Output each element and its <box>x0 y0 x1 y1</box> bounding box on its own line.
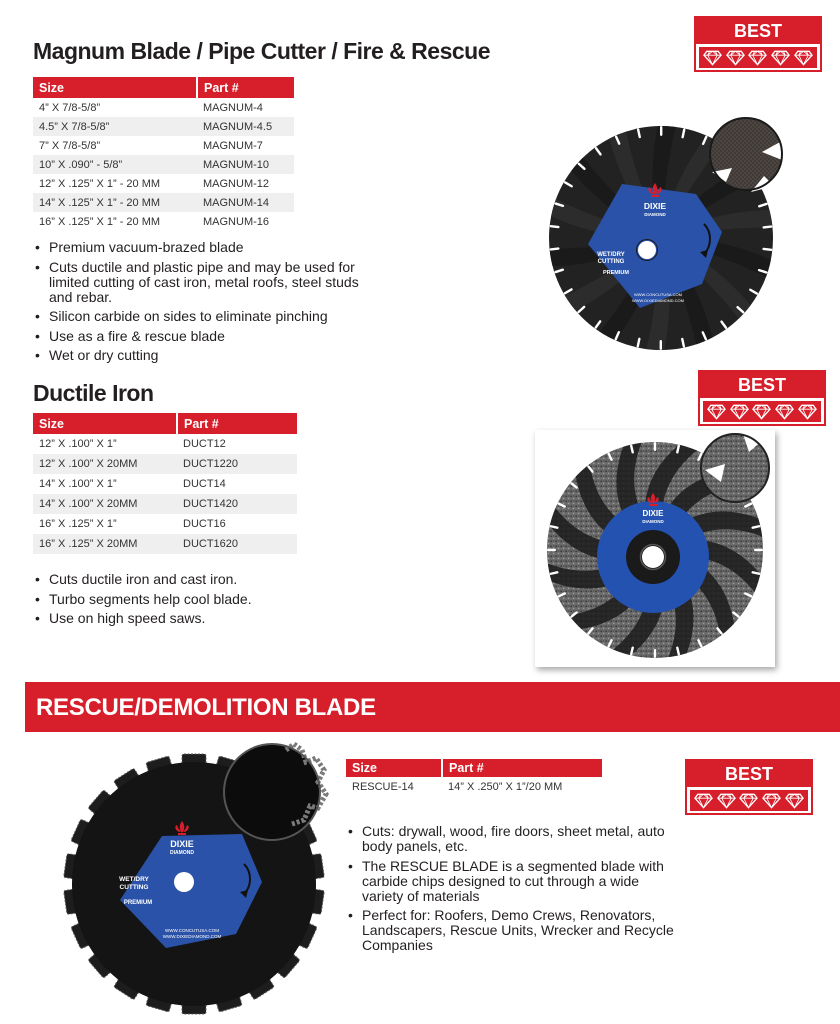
brand-name: DIXIE <box>643 201 667 211</box>
best-label: BEST <box>687 761 811 787</box>
magnum-size-header: Size <box>33 77 197 98</box>
magnum-spec-table <box>33 77 294 231</box>
list-item: • Use as a fire & rescue blade <box>33 329 378 344</box>
ductile-section-title: Ductile Iron <box>33 380 154 406</box>
url-text: WWW.CONCUTUSA.COM <box>165 928 219 933</box>
wet-dry-text: WET/DRY <box>597 252 625 258</box>
list-item: • Cuts: drywall, wood, fire doors, sheet metal, auto body panels, etc. <box>346 824 676 854</box>
ductile-features-list <box>33 572 333 631</box>
list-item: • Cuts ductile and plastic pipe and may be used for limited cutting of cast iron, metal roofs, steel studs and rebar. <box>33 260 378 305</box>
wet-dry-text: WET/DRY <box>119 876 149 883</box>
table-row <box>33 534 297 554</box>
magnum-part-header: Part # <box>197 77 294 98</box>
table-row <box>33 193 294 212</box>
diamond-icon <box>785 793 804 809</box>
part-cell: MAGNUM-7 <box>203 139 263 152</box>
list-item: • Perfect for: Roofers, Demo Crews, Renovators, Landscapers, Rescue Units, Wrecker and Recycle Companies <box>346 908 676 953</box>
size-cell: 12” X .100” X 1” <box>39 438 117 450</box>
best-rating-badge <box>698 370 826 426</box>
magnum-features-list <box>33 240 378 368</box>
part-cell: DUCT16 <box>183 518 226 530</box>
arbor-hole <box>642 546 664 568</box>
rescue-features-list <box>346 824 676 958</box>
rescue-size-header: Size <box>346 759 442 777</box>
brand-name: DIXIE <box>642 509 664 518</box>
part-cell: MAGNUM-4.5 <box>197 117 294 136</box>
size-cell: RESCUE-14 <box>346 777 442 796</box>
premium-text: PREMIUM <box>123 900 153 906</box>
size-cell: 14” X .100” X 20MM <box>33 494 177 514</box>
part-cell: MAGNUM-10 <box>197 155 294 174</box>
table-row <box>33 454 297 474</box>
premium-text: PREMIUM <box>603 270 629 276</box>
list-item: • Wet or dry cutting <box>33 348 378 363</box>
table-row <box>33 474 297 494</box>
part-cell: MAGNUM-16 <box>203 215 270 228</box>
list-item: • The RESCUE BLADE is a segmented blade with carbide chips designed to cut through a wide variety of materials <box>346 859 676 904</box>
diamond-icon <box>762 793 781 809</box>
diamond-icon <box>707 404 726 420</box>
table-row <box>33 212 294 231</box>
magnum-blade-image <box>536 112 786 362</box>
size-cell: 16” X .125” X 20MM <box>33 534 177 554</box>
arbor-hole <box>174 872 194 892</box>
diamond-icon <box>771 50 790 66</box>
url-text: WWW.DIXIEDIAMOND.COM <box>632 298 684 303</box>
diamond-icon <box>717 793 736 809</box>
brand-sub: DIAMOND <box>642 519 664 524</box>
table-row <box>33 136 294 155</box>
size-cell: 7” X 7/8-5/8” <box>39 139 101 152</box>
diamond-icon <box>730 404 749 420</box>
magnum-section-title: Magnum Blade / Pipe Cutter / Fire & Rescue <box>33 38 490 64</box>
ductile-blade-photo-frame <box>535 430 775 667</box>
size-cell: 4” X 7/8-5/8” <box>39 101 101 114</box>
ductile-part-header: Part # <box>177 413 297 434</box>
rescue-section-banner <box>25 682 840 732</box>
rescue-blade-image <box>24 736 334 1024</box>
best-rating-badge <box>685 759 813 815</box>
diamond-icon <box>739 793 758 809</box>
brand-sub: DIAMOND <box>644 212 666 217</box>
part-cell: DUCT1620 <box>177 534 297 554</box>
part-cell: DUCT1420 <box>177 494 297 514</box>
list-item: • Cuts ductile iron and cast iron. <box>33 572 333 587</box>
diamond-icon <box>752 404 771 420</box>
part-cell: MAGNUM-4 <box>203 101 263 114</box>
diamond-icon <box>798 404 817 420</box>
part-cell: DUCT12 <box>183 438 226 450</box>
url-text: WWW.DIXIEDIAMOND.COM <box>162 934 222 939</box>
magnifier-inset <box>701 434 769 502</box>
size-cell: 16” X .125” X 1” - 20 MM <box>39 215 161 228</box>
table-row <box>33 155 294 174</box>
list-item: • Turbo segments help cool blade. <box>33 592 333 607</box>
table-row <box>33 434 297 454</box>
diamond-rating <box>690 790 808 811</box>
cutting-text: CUTTING <box>119 884 149 891</box>
size-cell: 12” X .125” X 1” - 20 MM <box>39 177 161 190</box>
brand-name: DIXIE <box>170 839 194 849</box>
ductile-spec-table <box>33 413 297 554</box>
ductile-size-header: Size <box>33 413 177 434</box>
size-cell: 12” X .100” X 20MM <box>33 454 177 474</box>
size-cell: 10” X .090” - 5/8” <box>33 155 197 174</box>
size-cell: 14” X .100” X 1” <box>39 478 117 490</box>
diamond-icon <box>775 404 794 420</box>
rescue-banner-title: RESCUE/DEMOLITION BLADE <box>36 694 376 721</box>
part-cell: DUCT1220 <box>177 454 297 474</box>
diamond-icon <box>748 50 767 66</box>
brand-sub: DIAMOND <box>170 850 194 856</box>
diamond-rating <box>699 47 817 68</box>
table-row <box>346 777 602 796</box>
best-label: BEST <box>700 372 824 398</box>
table-row <box>33 98 294 117</box>
cutting-text: CUTTING <box>597 259 625 265</box>
table-row <box>33 117 294 136</box>
diamond-rating <box>703 401 821 422</box>
magnifier-inset <box>710 118 782 192</box>
best-label: BEST <box>696 18 820 44</box>
table-row <box>33 174 294 193</box>
diamond-icon <box>726 50 745 66</box>
diamond-icon <box>794 50 813 66</box>
table-row <box>33 514 297 534</box>
size-cell: 14” X .125” X 1” - 20 MM <box>33 193 197 212</box>
part-cell: MAGNUM-14 <box>197 193 294 212</box>
size-cell: 16” X .125” X 1” <box>39 518 117 530</box>
part-cell: MAGNUM-12 <box>203 177 270 190</box>
ductile-blade-image <box>535 430 775 667</box>
url-text: WWW.CONCUTUSA.COM <box>634 292 682 297</box>
table-row <box>33 494 297 514</box>
arbor-hole <box>638 241 656 259</box>
list-item: • Silicon carbide on sides to eliminate pinching <box>33 309 378 324</box>
size-cell: 4.5” X 7/8-5/8” <box>33 117 197 136</box>
rescue-spec-table <box>346 759 602 796</box>
diamond-icon <box>703 50 722 66</box>
rescue-part-header: Part # <box>442 759 602 777</box>
diamond-icon <box>694 793 713 809</box>
list-item: • Use on high speed saws. <box>33 611 333 626</box>
part-cell: 14” X .250” X 1”/20 MM <box>442 777 602 796</box>
best-rating-badge <box>694 16 822 72</box>
part-cell: DUCT14 <box>183 478 226 490</box>
list-item: • Premium vacuum-brazed blade <box>33 240 378 255</box>
